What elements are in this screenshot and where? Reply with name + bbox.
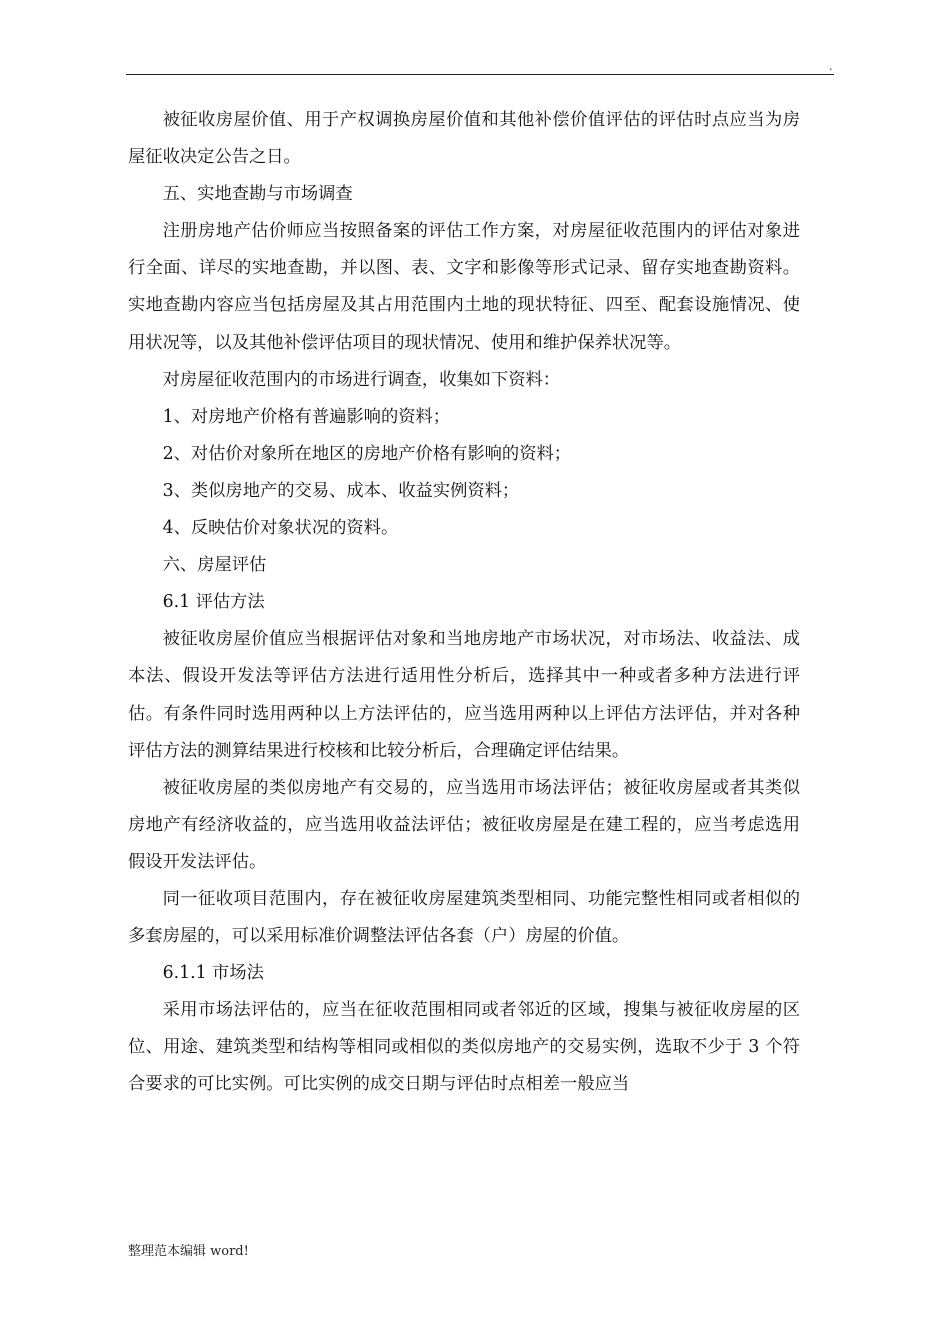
list-item: 3、类似房地产的交易、成本、收益实例资料；: [162, 480, 520, 501]
header-mark: .: [829, 60, 833, 73]
document-body: [128, 102, 800, 1104]
paragraph: 注册房地产估价师应当按照备案的评估工作方案，对房屋征收范围内的评估对象进行全面、详尽的实地查勘，并以图、表、文字和影像等形式记录、留存实地查勘资料。实地查勘内容应当包括房屋及其占用范围内土地的现状特征、四至、配套设施情况、使用状况等，以及其他补偿评估项目的现状情况、使用和维护保养状况等。: [128, 221, 800, 353]
subsection-heading: 6.1 评估方法: [162, 592, 265, 613]
page-footer: 整理范本编辑 word!: [128, 1244, 249, 1259]
paragraph: 采用市场法评估的，应当在征收范围相同或者邻近的区域，搜集与被征收房屋的区位、用途、建筑类型和结构等相同或相似的类似房地产的交易实例，选取不少于 3 个符合要求的可比实例。可比实例的成交日期与评估时点相差一般应当: [128, 1000, 800, 1095]
section-heading: 五、实地查勘与市场调查: [162, 184, 353, 205]
subsection-heading: 6.1.1 市场法: [162, 963, 264, 984]
paragraph: 被征收房屋的类似房地产有交易的，应当选用市场法评估；被征收房屋或者其类似房地产有经济收益的，应当选用收益法评估；被征收房屋是在建工程的，应当考虑选用假设开发法评估。: [128, 777, 800, 872]
paragraph: 对房屋征收范围内的市场进行调查，收集如下资料：: [162, 369, 561, 390]
list-item: 2、对估价对象所在地区的房地产价格有影响的资料；: [162, 443, 572, 464]
paragraph: 被征收房屋价值、用于产权调换房屋价值和其他补偿价值评估的评估时点应当为房屋征收决定公告之日。: [128, 110, 800, 168]
paragraph: 被征收房屋价值应当根据评估对象和当地房地产市场状况，对市场法、收益法、成本法、假设开发法等评估方法进行适用性分析后，选择其中一种或者多种方法进行评估。有条件同时选用两种以上方法评估的，应当选用两种以上评估方法评估，并对各种评估方法的测算结果进行校核和比较分析后，合理确定评估结果。: [128, 629, 800, 761]
paragraph: 同一征收项目范围内，存在被征收房屋建筑类型相同、功能完整性相同或者相似的多套房屋的，可以采用标准价调整法评估各套（户）房屋的价值。: [128, 888, 800, 947]
header-rule: [126, 74, 834, 75]
section-heading: 六、房屋评估: [162, 555, 267, 576]
list-item: 4、反映估价对象状况的资料。: [162, 518, 399, 539]
list-item: 1、对房地产价格有普遍影响的资料；: [162, 406, 451, 427]
